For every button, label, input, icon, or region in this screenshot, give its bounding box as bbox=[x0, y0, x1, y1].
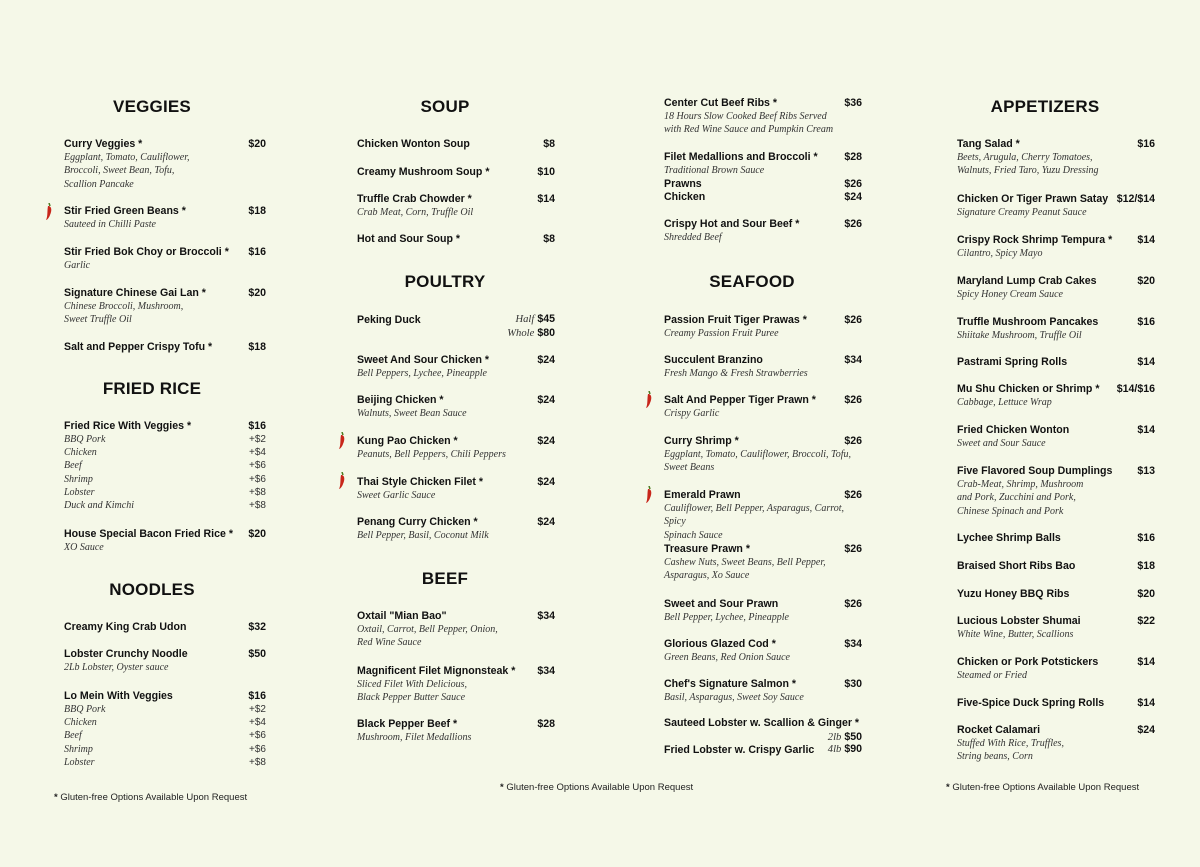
menu-item bbox=[664, 217, 862, 244]
item-price: $13 bbox=[1137, 465, 1155, 477]
item-name: Pastrami Spring Rolls bbox=[957, 356, 1068, 368]
option-name: BBQ Pork bbox=[64, 704, 106, 715]
item-price: $20 bbox=[248, 528, 266, 540]
option-row bbox=[64, 499, 266, 512]
option-name: Shrimp bbox=[64, 473, 93, 485]
item-name: Truffle Crab Chowder * bbox=[357, 193, 472, 205]
menu-item bbox=[664, 177, 862, 191]
item-desc: Scallion Pancake bbox=[64, 178, 134, 190]
menu-item bbox=[64, 527, 266, 554]
item-desc: Eggplant, Tomato, Cauliflower, bbox=[64, 152, 190, 163]
item-name: Chicken bbox=[664, 191, 706, 203]
section-title-appetizers: APPETIZERS bbox=[990, 97, 1100, 116]
item-desc: Creamy Passion Fruit Puree bbox=[664, 328, 779, 339]
item-desc: String beans, Corn bbox=[957, 751, 1033, 763]
menu-item bbox=[357, 165, 555, 179]
option-name: Lobster bbox=[64, 756, 95, 768]
item-name: Chicken or Pork Potstickers bbox=[957, 656, 1099, 668]
menu-item bbox=[957, 137, 1155, 178]
option-row bbox=[64, 446, 266, 459]
item-desc: Steamed or Fried bbox=[957, 670, 1027, 681]
menu-item bbox=[664, 353, 862, 380]
item-name: Lucious Lobster Shumai bbox=[957, 615, 1081, 627]
item-name: Creamy King Crab Udon bbox=[64, 621, 187, 633]
option-row bbox=[64, 473, 266, 486]
menu-item bbox=[957, 315, 1155, 342]
menu-item bbox=[664, 637, 862, 664]
menu-item bbox=[357, 192, 555, 219]
menu-item bbox=[64, 689, 266, 769]
item-price: $16 bbox=[1137, 316, 1155, 328]
item-name: Filet Medallions and Broccoli * bbox=[664, 151, 818, 163]
option-price: +$4 bbox=[249, 447, 266, 459]
menu-item bbox=[664, 313, 862, 340]
item-price: $22 bbox=[1137, 615, 1155, 627]
gluten-free-note: * Gluten-free Options Available Upon Request bbox=[946, 782, 1140, 793]
menu-item bbox=[664, 743, 862, 757]
item-price: $12/$14 bbox=[1116, 193, 1155, 205]
menu-item bbox=[664, 488, 862, 542]
size-label: 2lb bbox=[827, 732, 842, 743]
menu-item bbox=[64, 340, 266, 354]
item-price: $14 bbox=[1137, 697, 1155, 709]
item-name: Prawns bbox=[664, 178, 702, 190]
option-price: +$2 bbox=[249, 434, 266, 445]
size-price bbox=[507, 327, 555, 340]
item-desc: Sliced Filet With Delicious, bbox=[357, 679, 467, 690]
item-desc: Traditional Brown Sauce bbox=[664, 165, 765, 176]
item-desc: Bell Pepper, Basil, Coconut Milk bbox=[357, 530, 489, 541]
item-desc: Crispy Garlic bbox=[664, 408, 720, 419]
menu-item bbox=[357, 353, 555, 380]
item-name: Rocket Calamari bbox=[957, 724, 1041, 736]
size-value: $50 bbox=[844, 731, 862, 743]
item-desc: Sweet Beans bbox=[664, 462, 715, 474]
item-name: Curry Shrimp * bbox=[664, 435, 739, 447]
menu-item bbox=[957, 355, 1155, 369]
option-price: +$2 bbox=[249, 704, 266, 715]
item-price: $26 bbox=[844, 178, 862, 190]
item-name: Oxtail "Mian Bao" bbox=[357, 610, 447, 622]
item-name: Signature Chinese Gai Lan * bbox=[64, 287, 206, 299]
item-name: Sweet And Sour Chicken * bbox=[357, 354, 490, 366]
item-desc: Fresh Mango & Fresh Strawberries bbox=[664, 368, 808, 379]
item-price: $24 bbox=[537, 476, 555, 488]
size-label: Whole bbox=[507, 328, 535, 339]
chili-pepper-icon bbox=[337, 432, 347, 450]
item-name: Sauteed Lobster w. Scallion & Ginger * bbox=[664, 717, 860, 729]
item-name: Chicken Or Tiger Prawn Satay bbox=[957, 193, 1109, 205]
item-desc: Basil, Asparagus, Sweet Soy Sauce bbox=[664, 692, 804, 703]
item-desc: Black Pepper Butter Sauce bbox=[357, 692, 466, 704]
item-price: $24 bbox=[844, 191, 862, 203]
item-name: Fried Lobster w. Crispy Garlic bbox=[664, 744, 815, 756]
section-title-noodles: NOODLES bbox=[109, 580, 195, 599]
option-name: BBQ Pork bbox=[64, 434, 106, 445]
menu-item bbox=[664, 96, 862, 137]
item-price: $18 bbox=[248, 341, 266, 353]
item-name: Passion Fruit Tiger Prawas * bbox=[664, 314, 807, 326]
item-desc: Shiitake Mushroom, Truffle Oil bbox=[957, 330, 1082, 341]
item-price: $14 bbox=[1137, 356, 1155, 368]
item-price: $24 bbox=[537, 354, 555, 366]
item-name: Creamy Mushroom Soup * bbox=[357, 166, 490, 178]
item-price: $24 bbox=[537, 394, 555, 406]
item-desc: Peanuts, Bell Peppers, Chili Peppers bbox=[357, 449, 506, 460]
item-price: $20 bbox=[248, 287, 266, 299]
menu-item bbox=[957, 696, 1155, 710]
item-desc: Asparagus, Xo Sauce bbox=[664, 570, 750, 582]
menu-item bbox=[357, 393, 555, 420]
item-desc: Beets, Arugula, Cherry Tomatoes, bbox=[957, 152, 1093, 163]
item-desc: Garlic bbox=[64, 260, 91, 271]
item-name: Treasure Prawn * bbox=[664, 543, 750, 555]
item-price: $14/$16 bbox=[1116, 383, 1155, 395]
item-price: $14 bbox=[1137, 234, 1155, 246]
menu-item bbox=[957, 614, 1155, 641]
menu-item bbox=[357, 137, 555, 151]
item-price: $18 bbox=[248, 205, 266, 217]
item-price: $14 bbox=[1137, 424, 1155, 436]
item-desc: Walnuts, Sweet Bean Sauce bbox=[357, 408, 467, 419]
item-name: Fried Rice With Veggies * bbox=[64, 420, 192, 432]
menu-item bbox=[64, 137, 266, 191]
item-desc: Sweet Garlic Sauce bbox=[357, 490, 436, 501]
option-row bbox=[64, 703, 266, 716]
option-name: Shrimp bbox=[64, 743, 93, 755]
menu-item bbox=[64, 647, 266, 674]
item-price: $16 bbox=[248, 420, 266, 432]
chili-pepper-icon bbox=[44, 203, 54, 221]
item-price: $34 bbox=[537, 610, 555, 622]
item-price: $34 bbox=[844, 638, 862, 650]
item-price: $26 bbox=[844, 314, 862, 326]
item-name: Crispy Hot and Sour Beef * bbox=[664, 218, 800, 230]
item-name: Lobster Crunchy Noodle bbox=[64, 648, 188, 660]
item-price: $26 bbox=[844, 435, 862, 447]
option-price: +$8 bbox=[249, 499, 266, 511]
item-name: House Special Bacon Fried Rice * bbox=[64, 528, 233, 540]
item-price: $26 bbox=[844, 598, 862, 610]
item-desc: Eggplant, Tomato, Cauliflower, Broccoli, Tofu, bbox=[664, 449, 851, 460]
menu-item bbox=[357, 475, 555, 502]
option-price: +$6 bbox=[249, 460, 266, 472]
item-price: $14 bbox=[1137, 656, 1155, 668]
option-row bbox=[64, 486, 266, 499]
item-desc: with Red Wine Sauce and Pumpkin Cream bbox=[664, 124, 834, 136]
menu-item bbox=[957, 192, 1155, 219]
item-name: Glorious Glazed Cod * bbox=[664, 638, 776, 650]
item-name: Chicken Wonton Soup bbox=[357, 138, 470, 150]
menu-item bbox=[357, 434, 555, 461]
item-name: Beijing Chicken * bbox=[357, 394, 444, 406]
item-desc: Red Wine Sauce bbox=[357, 637, 422, 649]
menu-item bbox=[957, 233, 1155, 260]
option-name: Chicken bbox=[64, 717, 97, 729]
item-price: $20 bbox=[1137, 588, 1155, 600]
option-price: +$8 bbox=[249, 486, 266, 498]
size-value: $45 bbox=[537, 313, 555, 325]
menu-item bbox=[357, 232, 555, 246]
item-desc: Chinese Spinach and Pork bbox=[957, 505, 1064, 517]
item-desc: Spinach Sauce bbox=[664, 529, 723, 541]
item-price: $30 bbox=[844, 678, 862, 690]
option-name: Duck and Kimchi bbox=[64, 499, 134, 511]
item-price: $20 bbox=[1137, 275, 1155, 287]
menu-item bbox=[64, 620, 266, 634]
item-desc: Bell Pepper, Lychee, Pineapple bbox=[664, 612, 789, 623]
item-price: $34 bbox=[844, 354, 862, 366]
menu-item bbox=[664, 677, 862, 704]
item-name: Salt and Pepper Crispy Tofu * bbox=[64, 341, 213, 353]
item-name: Emerald Prawn bbox=[664, 489, 741, 501]
item-desc: Crab-Meat, Shrimp, Mushroom bbox=[957, 479, 1084, 490]
option-name: Chicken bbox=[64, 447, 97, 459]
option-row bbox=[64, 729, 266, 742]
item-desc: Stuffed With Rice, Truffles, bbox=[957, 738, 1064, 749]
item-price: $26 bbox=[844, 394, 862, 406]
item-desc: Green Beans, Red Onion Sauce bbox=[664, 652, 790, 663]
item-price: $18 bbox=[1137, 560, 1155, 572]
menu-item bbox=[357, 609, 555, 650]
item-desc: Oxtail, Carrot, Bell Pepper, Onion, bbox=[357, 624, 498, 635]
menu-item bbox=[664, 434, 862, 475]
item-price: $10 bbox=[537, 166, 555, 178]
menu-item bbox=[64, 245, 266, 272]
item-price: $32 bbox=[248, 621, 266, 633]
item-name: Hot and Sour Soup * bbox=[357, 233, 460, 245]
menu-item bbox=[957, 274, 1155, 301]
menu-item bbox=[357, 313, 555, 339]
option-row bbox=[64, 459, 266, 472]
chili-pepper-icon bbox=[644, 486, 654, 504]
option-row bbox=[64, 716, 266, 729]
item-price: $20 bbox=[248, 138, 266, 150]
menu-item bbox=[357, 515, 555, 542]
menu-item bbox=[664, 150, 862, 177]
item-desc: Signature Creamy Peanut Sauce bbox=[957, 207, 1087, 218]
item-name: Crispy Rock Shrimp Tempura * bbox=[957, 234, 1113, 246]
item-name: Kung Pao Chicken * bbox=[357, 435, 458, 447]
item-price: $26 bbox=[844, 218, 862, 230]
item-desc: Crab Meat, Corn, Truffle Oil bbox=[357, 207, 474, 218]
menu-item bbox=[664, 190, 862, 204]
item-desc: Cashew Nuts, Sweet Beans, Bell Pepper, bbox=[664, 557, 826, 568]
item-price: $8 bbox=[543, 138, 555, 150]
item-name: Stir Fried Green Beans * bbox=[64, 205, 186, 217]
menu-item bbox=[64, 204, 266, 231]
item-name: Stir Fried Bok Choy or Broccoli * bbox=[64, 246, 229, 258]
item-price: $36 bbox=[844, 97, 862, 109]
gluten-free-note: * Gluten-free Options Available Upon Request bbox=[54, 792, 248, 803]
menu-item bbox=[957, 559, 1155, 573]
menu-item bbox=[664, 542, 862, 583]
item-price: $26 bbox=[844, 489, 862, 501]
item-desc: Cilantro, Spicy Mayo bbox=[957, 248, 1043, 259]
item-desc: and Pork, Zucchini and Pork, bbox=[957, 492, 1076, 504]
item-price: $28 bbox=[844, 151, 862, 163]
item-desc: Broccoli, Sweet Bean, Tofu, bbox=[64, 165, 175, 177]
item-desc: Cabbage, Lettuce Wrap bbox=[957, 397, 1052, 408]
item-desc: White Wine, Butter, Scallions bbox=[957, 629, 1074, 640]
size-price bbox=[828, 743, 862, 756]
item-desc: Spicy Honey Cream Sauce bbox=[957, 289, 1063, 300]
option-row bbox=[64, 756, 266, 769]
item-desc: Mushroom, Filet Medallions bbox=[357, 732, 472, 743]
size-label: 4lb bbox=[827, 744, 842, 755]
item-name: Salt And Pepper Tiger Prawn * bbox=[664, 394, 816, 406]
item-price: $14 bbox=[537, 193, 555, 205]
item-name: Maryland Lump Crab Cakes bbox=[957, 275, 1097, 287]
item-name: Yuzu Honey BBQ Ribs bbox=[957, 588, 1070, 600]
item-desc: Sauteed in Chilli Paste bbox=[64, 219, 156, 230]
item-desc: Bell Peppers, Lychee, Pineapple bbox=[357, 368, 487, 379]
item-name: Penang Curry Chicken * bbox=[357, 516, 478, 528]
item-desc: XO Sauce bbox=[64, 542, 104, 553]
item-price: $34 bbox=[537, 665, 555, 677]
chili-pepper-icon bbox=[337, 472, 347, 490]
menu-item bbox=[64, 419, 266, 512]
section-title-veggies: VEGGIES bbox=[113, 97, 191, 116]
item-name: Black Pepper Beef * bbox=[357, 718, 458, 730]
item-name: Lychee Shrimp Balls bbox=[957, 532, 1061, 544]
item-desc: Chinese Broccoli, Mushroom, bbox=[64, 301, 184, 312]
section-title-beef: BEEF bbox=[421, 569, 469, 588]
menu-item bbox=[957, 587, 1155, 601]
menu-item bbox=[957, 655, 1155, 682]
item-price: $16 bbox=[248, 246, 266, 258]
item-price: $28 bbox=[537, 718, 555, 730]
size-price bbox=[515, 313, 555, 326]
menu-item bbox=[64, 286, 266, 327]
item-price: $24 bbox=[537, 435, 555, 447]
item-name: Center Cut Beef Ribs * bbox=[664, 97, 778, 109]
menu-item bbox=[664, 393, 862, 420]
item-name: Lo Mein With Veggies bbox=[64, 690, 173, 702]
section-title-seafood: SEAFOOD bbox=[709, 272, 795, 291]
menu-item bbox=[357, 664, 555, 705]
item-name: Fried Chicken Wonton bbox=[957, 424, 1070, 436]
option-row bbox=[64, 743, 266, 756]
item-name: Braised Short Ribs Bao bbox=[957, 560, 1076, 572]
item-name: Tang Salad * bbox=[957, 138, 1020, 150]
section-title-fried-rice: FRIED RICE bbox=[102, 379, 202, 398]
option-name: Lobster bbox=[64, 486, 95, 498]
size-label: Half bbox=[515, 314, 535, 325]
item-desc: Sweet and Sour Sauce bbox=[957, 438, 1046, 449]
item-name: Chef's Signature Salmon * bbox=[664, 678, 797, 690]
item-desc: Shredded Beef bbox=[664, 232, 722, 243]
item-name: Magnificent Filet Mignonsteak * bbox=[357, 665, 516, 677]
option-price: +$6 bbox=[249, 473, 266, 485]
item-name: Sweet and Sour Prawn bbox=[664, 598, 779, 610]
item-name: Truffle Mushroom Pancakes bbox=[957, 316, 1099, 328]
option-price: +$8 bbox=[249, 756, 266, 768]
menu-item bbox=[957, 423, 1155, 450]
section-title-poultry: POULTRY bbox=[404, 272, 486, 291]
item-price: $16 bbox=[1137, 138, 1155, 150]
menu-item bbox=[957, 382, 1155, 409]
size-value: $80 bbox=[537, 327, 555, 339]
item-desc: 2Lb Lobster, Oyster sauce bbox=[64, 662, 169, 673]
option-price: +$4 bbox=[249, 717, 266, 729]
section-title-soup: SOUP bbox=[420, 97, 470, 116]
item-name: Five-Spice Duck Spring Rolls bbox=[957, 697, 1105, 709]
item-price: $8 bbox=[543, 233, 555, 245]
item-name: Peking Duck bbox=[357, 314, 421, 326]
option-name: Beef bbox=[64, 730, 82, 742]
item-price: $26 bbox=[844, 543, 862, 555]
item-desc: Sweet Truffle Oil bbox=[64, 314, 132, 326]
item-name: Thai Style Chicken Filet * bbox=[357, 476, 483, 488]
menu-item bbox=[664, 597, 862, 624]
item-price: $16 bbox=[248, 690, 266, 702]
option-row bbox=[64, 433, 266, 446]
item-desc: Walnuts, Fried Taro, Yuzu Dressing bbox=[957, 165, 1099, 177]
gluten-free-note: * Gluten-free Options Available Upon Request bbox=[500, 782, 694, 793]
item-name: Curry Veggies * bbox=[64, 138, 143, 150]
option-price: +$6 bbox=[249, 743, 266, 755]
option-price: +$6 bbox=[249, 730, 266, 742]
menu-item bbox=[664, 716, 862, 743]
menu-item bbox=[957, 531, 1155, 545]
item-price: $24 bbox=[537, 516, 555, 528]
item-desc: 18 Hours Slow Cooked Beef Ribs Served bbox=[664, 111, 827, 122]
size-value: $90 bbox=[844, 743, 862, 755]
item-name: Succulent Branzino bbox=[664, 354, 763, 366]
option-name: Beef bbox=[64, 460, 82, 472]
item-price: $50 bbox=[248, 648, 266, 660]
menu-item bbox=[357, 717, 555, 744]
item-name: Mu Shu Chicken or Shrimp * bbox=[957, 383, 1100, 395]
item-price: $16 bbox=[1137, 532, 1155, 544]
menu-item bbox=[957, 723, 1155, 764]
chili-pepper-icon bbox=[644, 391, 654, 409]
item-desc: Cauliflower, Bell Pepper, Asparagus, Carrot, Spicy bbox=[664, 503, 845, 528]
item-price: $24 bbox=[1137, 724, 1155, 736]
menu-item bbox=[957, 464, 1155, 518]
item-name: Five Flavored Soup Dumplings bbox=[957, 465, 1113, 477]
